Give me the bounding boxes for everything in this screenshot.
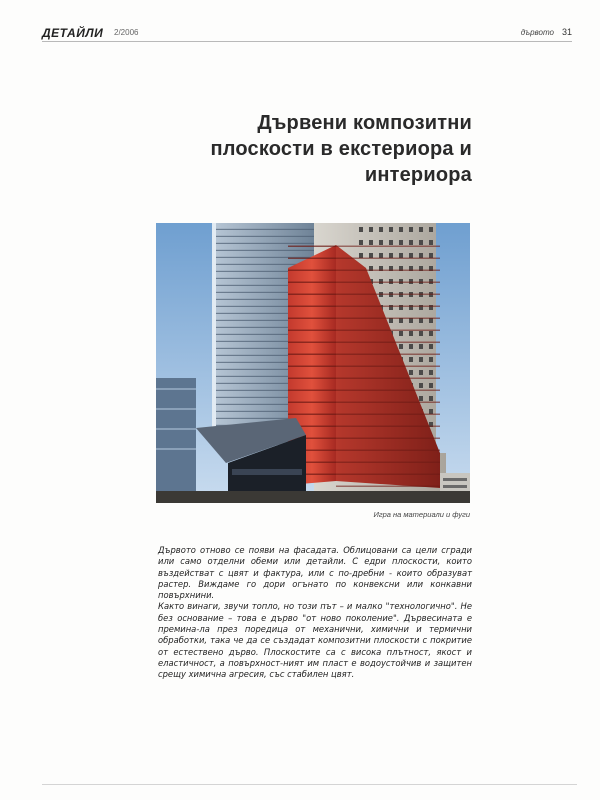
page-footer-rule [42, 784, 577, 785]
magazine-logo: ДЕТАЙЛИ [42, 26, 104, 40]
page-header [42, 27, 572, 42]
title-line-3: интериора [364, 164, 472, 186]
article-body [158, 545, 472, 681]
body-paragraph: Както винаги, звучи топло, но този път – и малко "технологично". Не без основание – това е дърво "от ново поколение". Дървесината е премина-ла през поредица от механични, химични и термични обработки, така че да се създадат композитни плоскости с покритие от естествено дърво. Плоскостите са с висока плътност, якост и еластичност, а повърхност-ният им пласт е водоустойчив и защитен срещу химична агресия, със стабилен цвят. [158, 601, 472, 680]
building-photo [156, 223, 470, 503]
page-number: 31 [561, 27, 572, 37]
title-line-2: плоскости в екстериора и [210, 138, 472, 160]
issue-number: 2/2006 [114, 28, 139, 37]
photo-caption: Игра на материали и фуги [373, 510, 470, 519]
article-title [142, 110, 472, 188]
building-illustration [156, 223, 470, 503]
section-name: дървото [520, 28, 554, 37]
title-line-1: Дървени композитни [257, 112, 472, 134]
body-paragraph: Дървото отново се появи на фасадата. Облицовани са цели сгради или само отделни обеми или детайли. С едри плоскости, които въздействат с цвят и фактура, или с по-дребни - които образуват растер. Виждаме го дори огънато по конвексни или конкавни повърхнини. [158, 545, 472, 601]
